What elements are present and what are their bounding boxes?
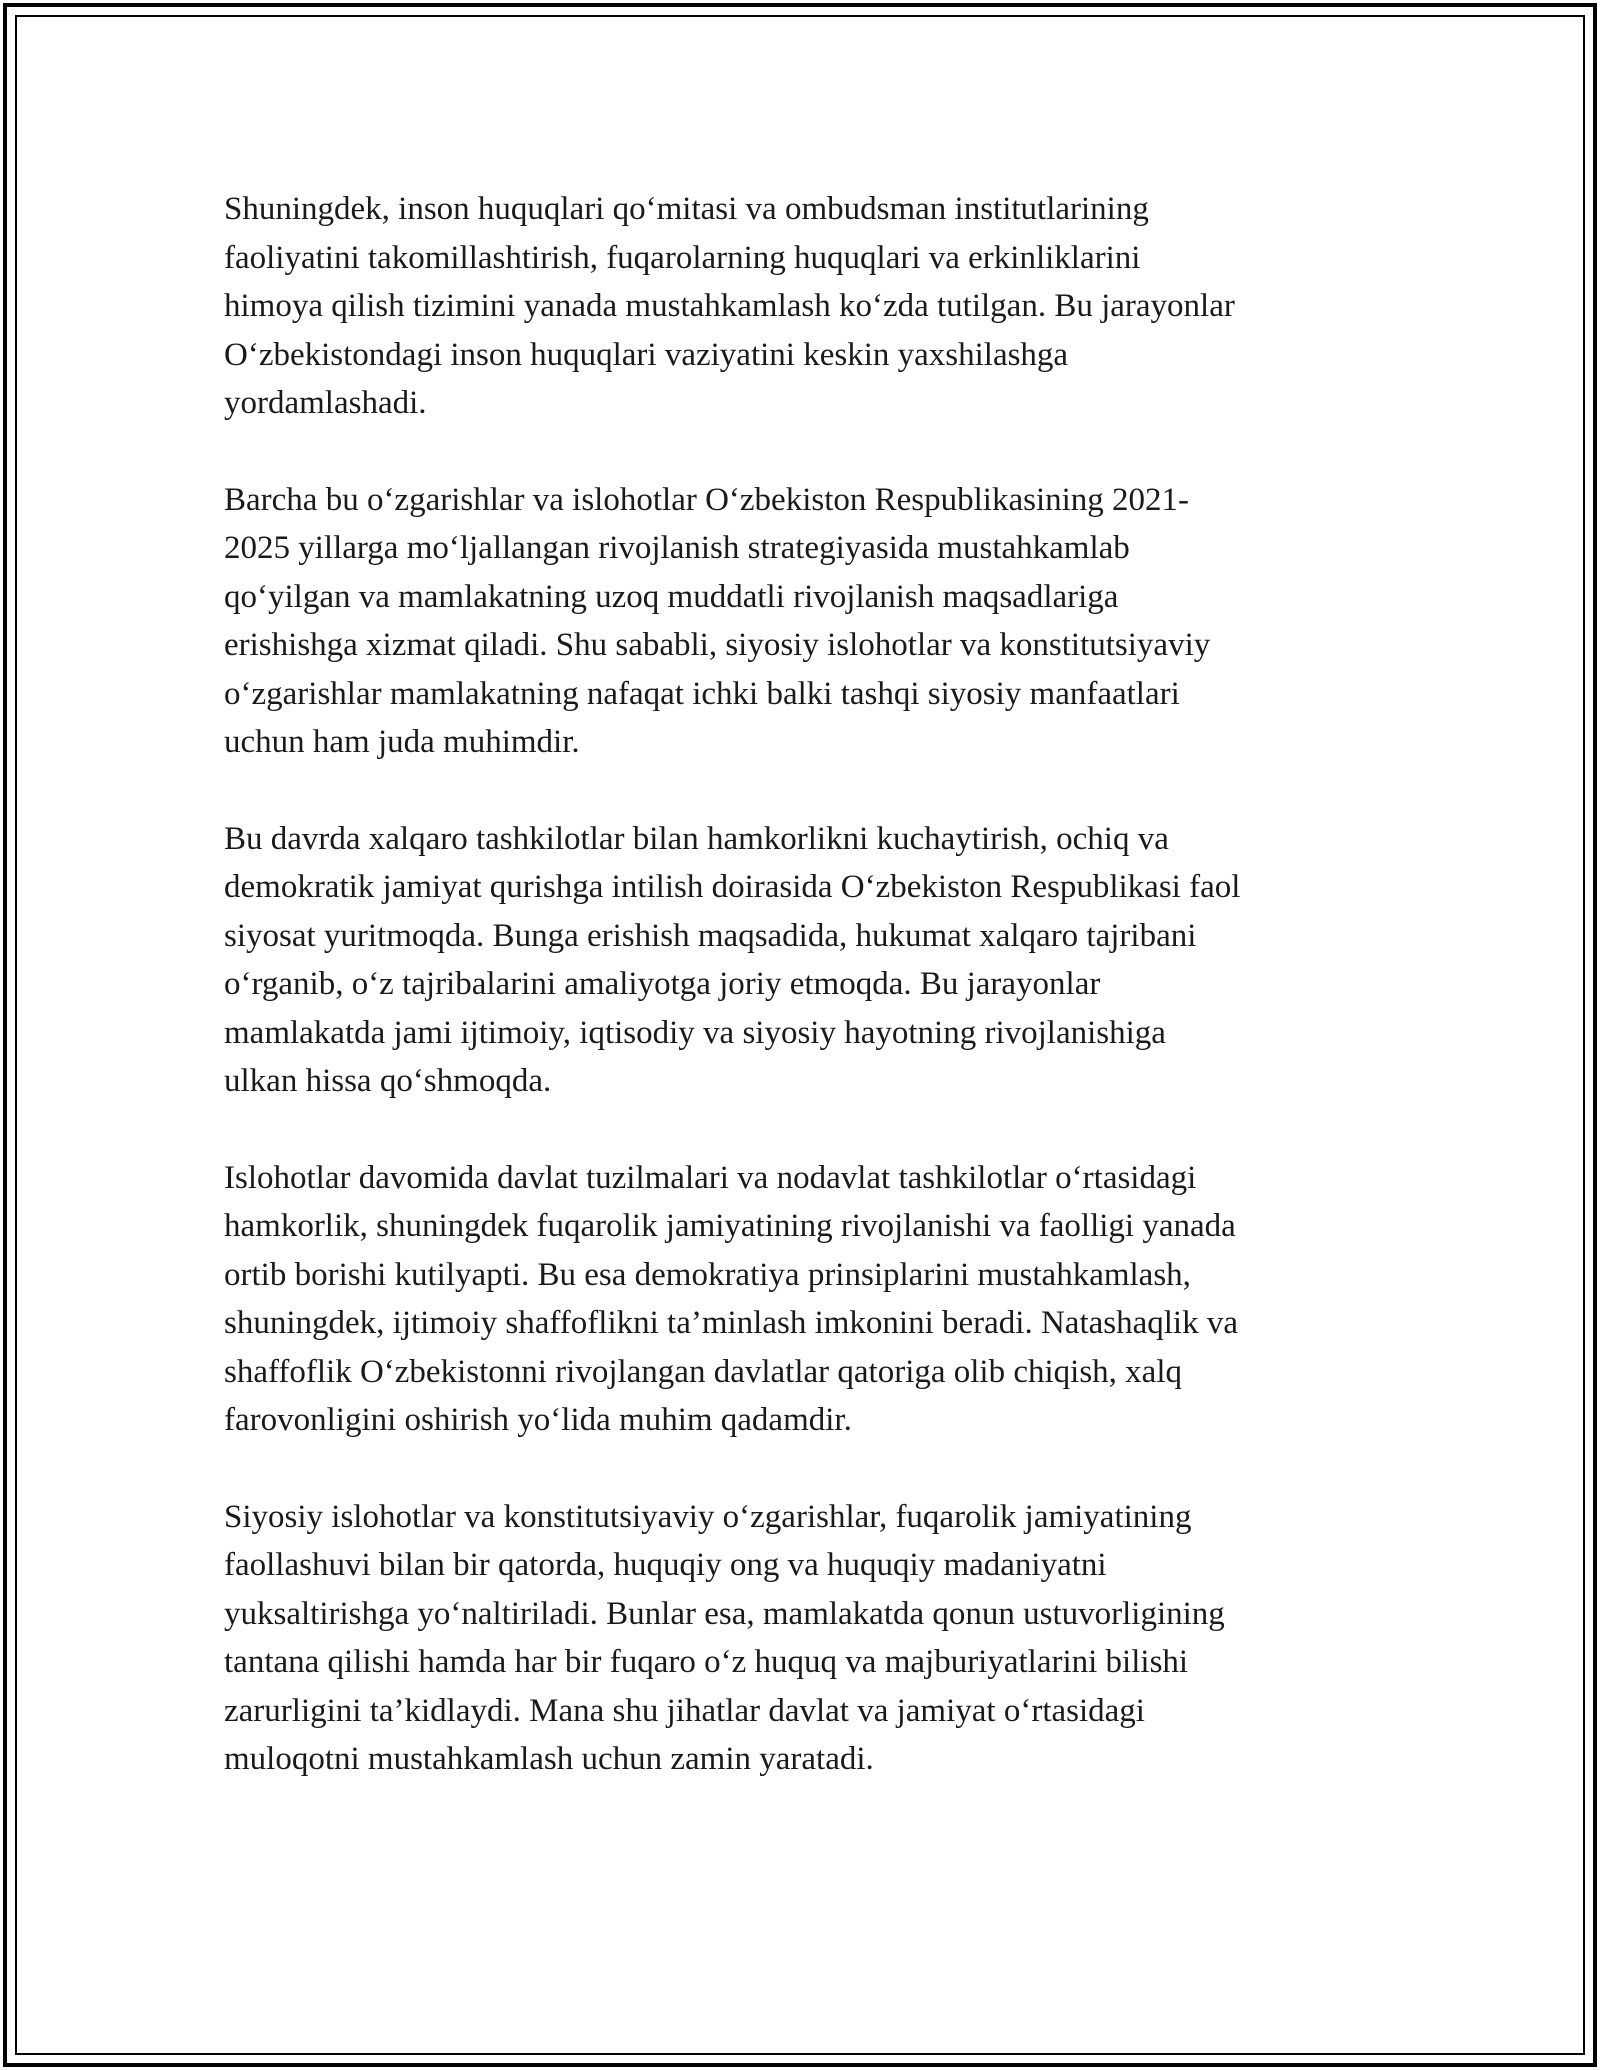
paragraph-legal-culture: Siyosiy islohotlar va konstitutsiyaviy o‘zgarishlar, fuqarolik jamiyatining faollashuvi bilan bir qatorda, huquqiy ong va huquqiy madaniyatni yuksaltirishga yo‘naltiriladi. Bunlar esa, mamlakatda qonun ustuvorligining tantana qilishi hamda har bir fuqaro o‘z huquq va majburiyatlarini bilishi zarurligini ta’kidlaydi. Mana shu jihatlar davlat va jamiyat o‘rtasidagi muloqotni mustahkamlash uchun zamin yaratadi. bbox=[224, 1498, 1225, 1777]
document-body bbox=[224, 185, 1384, 1832]
paragraph-human-rights: Shuningdek, inson huquqlari qo‘mitasi va ombudsman institutlarining faoliyatini takomillashtirish, fuqarolarning huquqlari va erkinliklarini himoya qilish tizimini yanada mustahkamlash ko‘zda tutilgan. Bu jarayonlar O‘zbekistondagi inson huquqlari vaziyatini keskin yaxshilashga yordamlashadi. bbox=[224, 191, 1235, 421]
paragraph-civil-society: Islohotlar davomida davlat tuzilmalari va nodavlat tashkilotlar o‘rtasidagi hamkorlik, shuningdek fuqarolik jamiyatining rivojlanishi va faolligi yanada ortib borishi kutilyapti. Bu esa demokratiya prinsiplarini mustahkamlash, shuningdek, ijtimoiy shaffoflikni ta’minlash imkonini beradi. Natashaqlik va shaffoflik O‘zbekistonni rivojlangan davlatlar qatoriga olib chiqish, xalq farovonligini oshirish yo‘lida muhim qadamdir. bbox=[224, 1159, 1238, 1438]
paragraph-development-strategy: Barcha bu o‘zgarishlar va islohotlar O‘zbekiston Respublikasining 2021- 2025 yillarga mo‘ljallangan rivojlanish strategiyasida mustahkamlab qo‘yilgan va mamlakatning uzoq muddatli rivojlanish maqsadlariga erishishga xizmat qiladi. Shu sababli, siyosiy islohotlar va konstitutsiyaviy o‘zgarishlar mamlakatning nafaqat ichki balki tashqi siyosiy manfaatlari uchun ham juda muhimdir. bbox=[224, 481, 1211, 760]
paragraph-international-cooperation: Bu davrda xalqaro tashkilotlar bilan hamkorlikni kuchaytirish, ochiq va demokratik jamiyat qurishga intilish doirasida O‘zbekiston Respublikasi faol siyosat yuritmoqda. Bunga erishish maqsadida, hukumat xalqaro tajribani o‘rganib, o‘z tajribalarini amaliyotga joriy etmoqda. Bu jarayonlar mamlakatda jami ijtimoiy, iqtisodiy va siyosiy hayotning rivojlanishiga ulkan hissa qo‘shmoqda. bbox=[224, 820, 1241, 1099]
